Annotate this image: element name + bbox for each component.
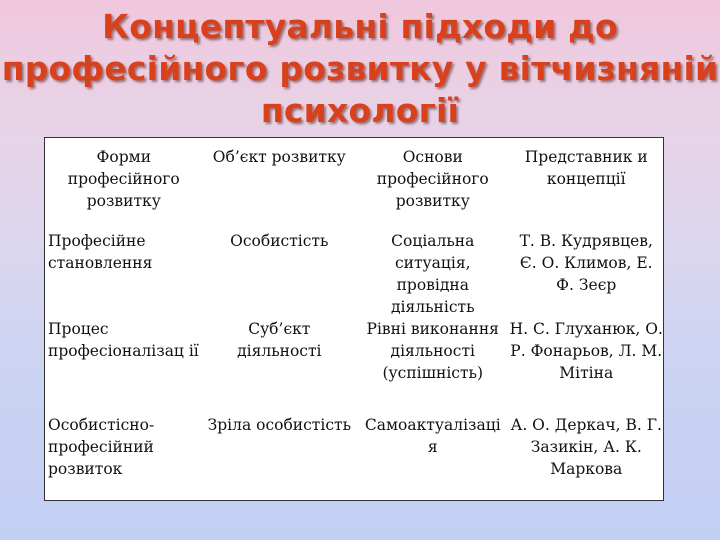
cell-form: Особистісно-професійний розвиток — [48, 416, 155, 478]
table-row — [45, 414, 663, 510]
title-line-1: Концептуальні підходи до — [102, 7, 618, 46]
approaches-table — [44, 137, 664, 501]
slide-title — [0, 6, 720, 132]
cell-basis: Рівні виконання діяльності (успішність) — [366, 320, 499, 382]
title-line-2: професійного розвитку у вітчизняній — [1, 49, 719, 88]
cell-object: Особистість — [230, 232, 329, 250]
cell-object: Суб’єкт діяльності — [237, 320, 322, 360]
table-row — [45, 318, 663, 414]
cell-representatives: А. О. Деркач, В. Г. Зазикін, А. К. Маркова — [510, 416, 662, 478]
cell-representatives: Т. В. Кудрявцев, Є. О. Климов, Е. Ф. Зеєр — [519, 232, 653, 294]
title-line-3: психології — [260, 91, 460, 130]
header-forms: Форми професійного розвитку — [67, 148, 180, 210]
cell-representatives: Н. С. Глуханюк, О. Р. Фонарьов, Л. М. Мітіна — [509, 320, 663, 382]
cell-object: Зріла особистість — [207, 416, 352, 434]
cell-form: Професійне становлення — [48, 232, 153, 272]
table-header-row — [45, 138, 663, 230]
header-representatives: Представник и концепції — [524, 148, 648, 188]
header-object: Об’єкт розвитку — [212, 148, 346, 166]
cell-basis: Самоактуалізаці я — [364, 416, 501, 456]
cell-form: Процес професіоналізац ії — [48, 320, 199, 360]
cell-basis: Соціальна ситуація, провідна діяльність — [390, 232, 475, 316]
table-row — [45, 230, 663, 318]
header-basis: Основи професійного розвитку — [376, 148, 489, 210]
